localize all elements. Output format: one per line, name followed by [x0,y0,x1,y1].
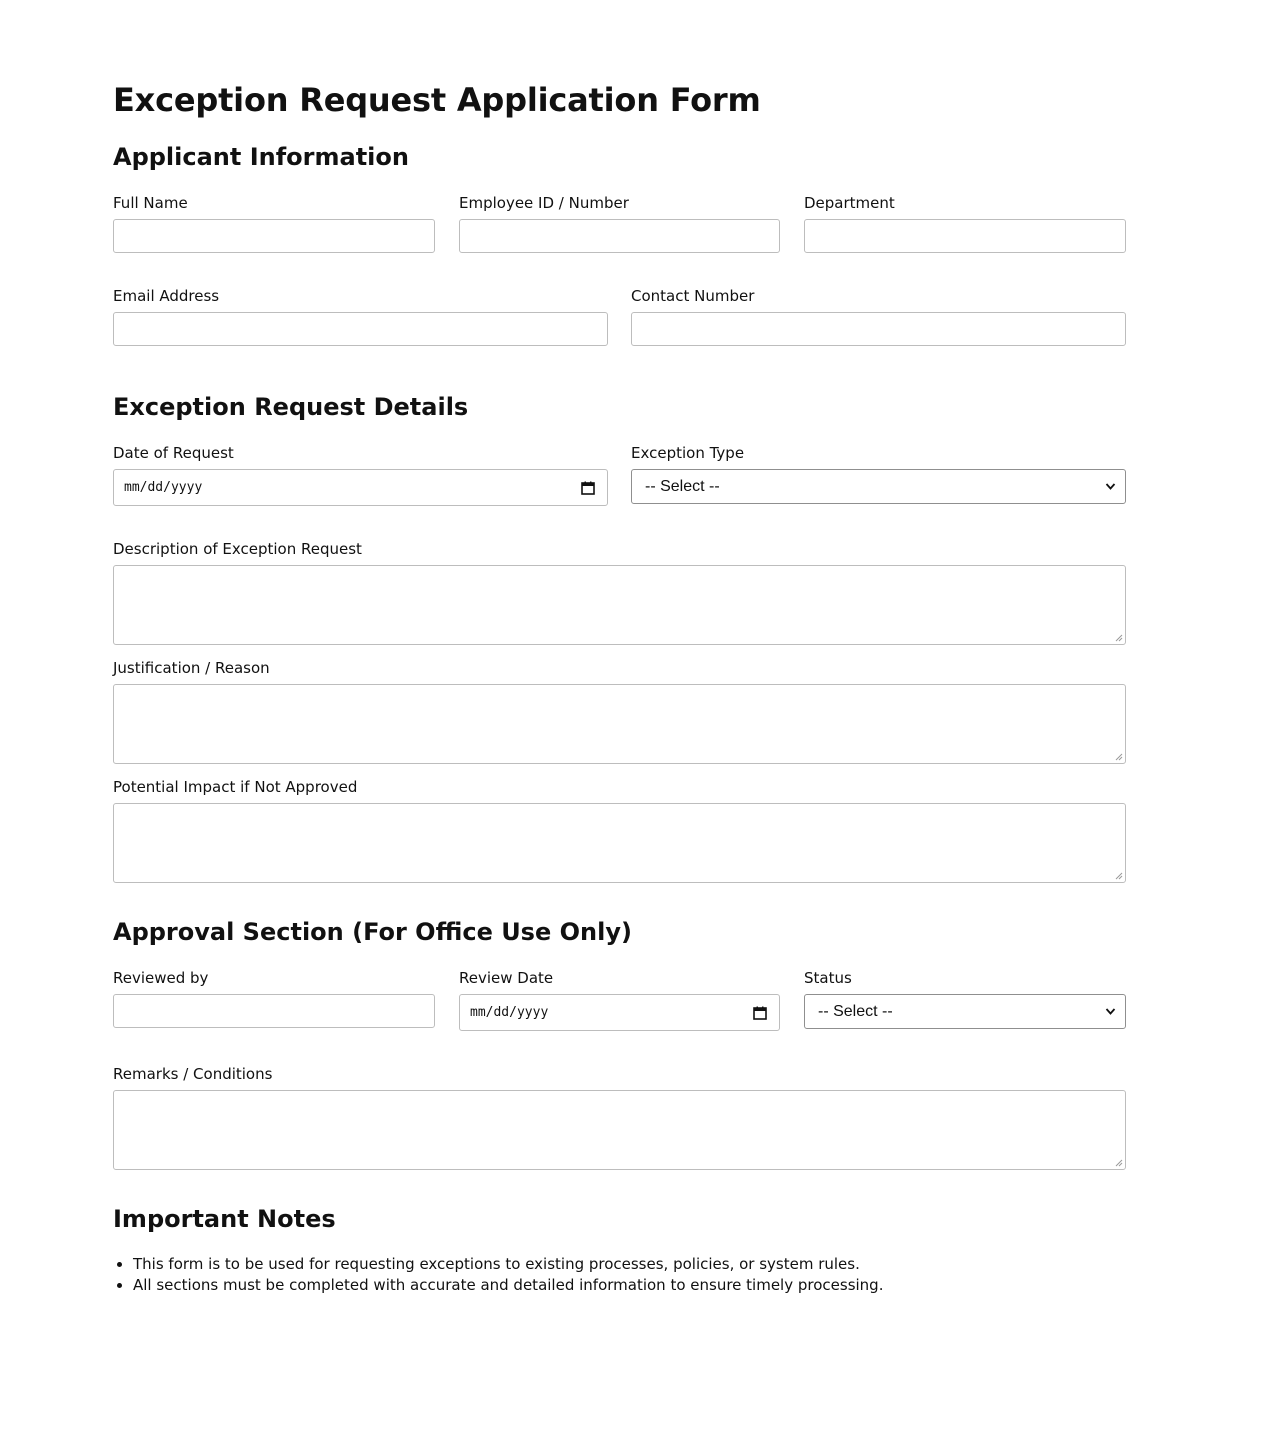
calendar-icon[interactable] [581,481,595,495]
justification-textarea[interactable] [113,684,1126,764]
impact-textarea[interactable] [113,803,1126,883]
email-label: Email Address [113,287,220,305]
full-name-label: Full Name [113,194,188,212]
resize-handle-icon[interactable] [1115,634,1123,642]
review-date-placeholder: mm/dd/yyyy [470,1005,549,1020]
resize-handle-icon[interactable] [1115,1159,1123,1167]
date-of-request-field [113,444,608,507]
justification-field [113,659,1126,765]
section-heading-approval: Approval Section (For Office Use Only) [113,918,632,946]
exception-type-label: Exception Type [631,444,745,462]
calendar-icon[interactable] [753,1006,767,1020]
remarks-field [113,1065,1126,1171]
description-label: Description of Exception Request [113,540,362,558]
date-of-request-label: Date of Request [113,444,234,462]
section-heading-applicant: Applicant Information [113,143,409,171]
department-field [804,194,1126,254]
list-item: • All sections must be completed with accurate and detailed information to ensure timely processing. [133,1275,883,1296]
exception-type-selected-value: -- Select -- [645,478,720,495]
full-name-field [113,194,435,254]
contact-number-label: Contact Number [631,287,755,305]
contact-number-input[interactable] [631,312,1126,346]
description-textarea[interactable] [113,565,1126,645]
chevron-down-icon [1105,482,1116,491]
status-field [804,969,1126,1030]
review-date-input[interactable] [459,994,780,1031]
list-item: • This form is to be used for requesting exceptions to existing processes, policies, or system rules. [133,1254,883,1275]
exception-type-field [631,444,1126,505]
department-label: Department [804,194,895,212]
exception-type-select[interactable] [631,469,1126,504]
date-of-request-input[interactable] [113,469,608,506]
review-date-label: Review Date [459,969,554,987]
employee-id-field [459,194,780,254]
department-input[interactable] [804,219,1126,253]
full-name-input[interactable] [113,219,435,253]
status-select[interactable] [804,994,1126,1029]
reviewed-by-label: Reviewed by [113,969,209,987]
impact-field [113,778,1126,884]
chevron-down-icon [1105,1007,1116,1016]
resize-handle-icon[interactable] [1115,872,1123,880]
status-selected-value: -- Select -- [818,1003,893,1020]
section-heading-notes: Important Notes [113,1205,336,1233]
date-of-request-placeholder: mm/dd/yyyy [124,480,203,495]
description-field [113,540,1126,646]
notes-list [113,1254,883,1296]
reviewed-by-field [113,969,435,1029]
email-input[interactable] [113,312,608,346]
section-heading-details: Exception Request Details [113,393,469,421]
remarks-textarea[interactable] [113,1090,1126,1170]
resize-handle-icon[interactable] [1115,753,1123,761]
review-date-field [459,969,780,1032]
employee-id-input[interactable] [459,219,780,253]
email-field [113,287,608,347]
employee-id-label: Employee ID / Number [459,194,629,212]
impact-label: Potential Impact if Not Approved [113,778,358,796]
remarks-label: Remarks / Conditions [113,1065,273,1083]
justification-label: Justification / Reason [113,659,270,677]
contact-number-field [631,287,1126,347]
status-label: Status [804,969,852,987]
reviewed-by-input[interactable] [113,994,435,1028]
page-title: Exception Request Application Form [113,81,761,119]
